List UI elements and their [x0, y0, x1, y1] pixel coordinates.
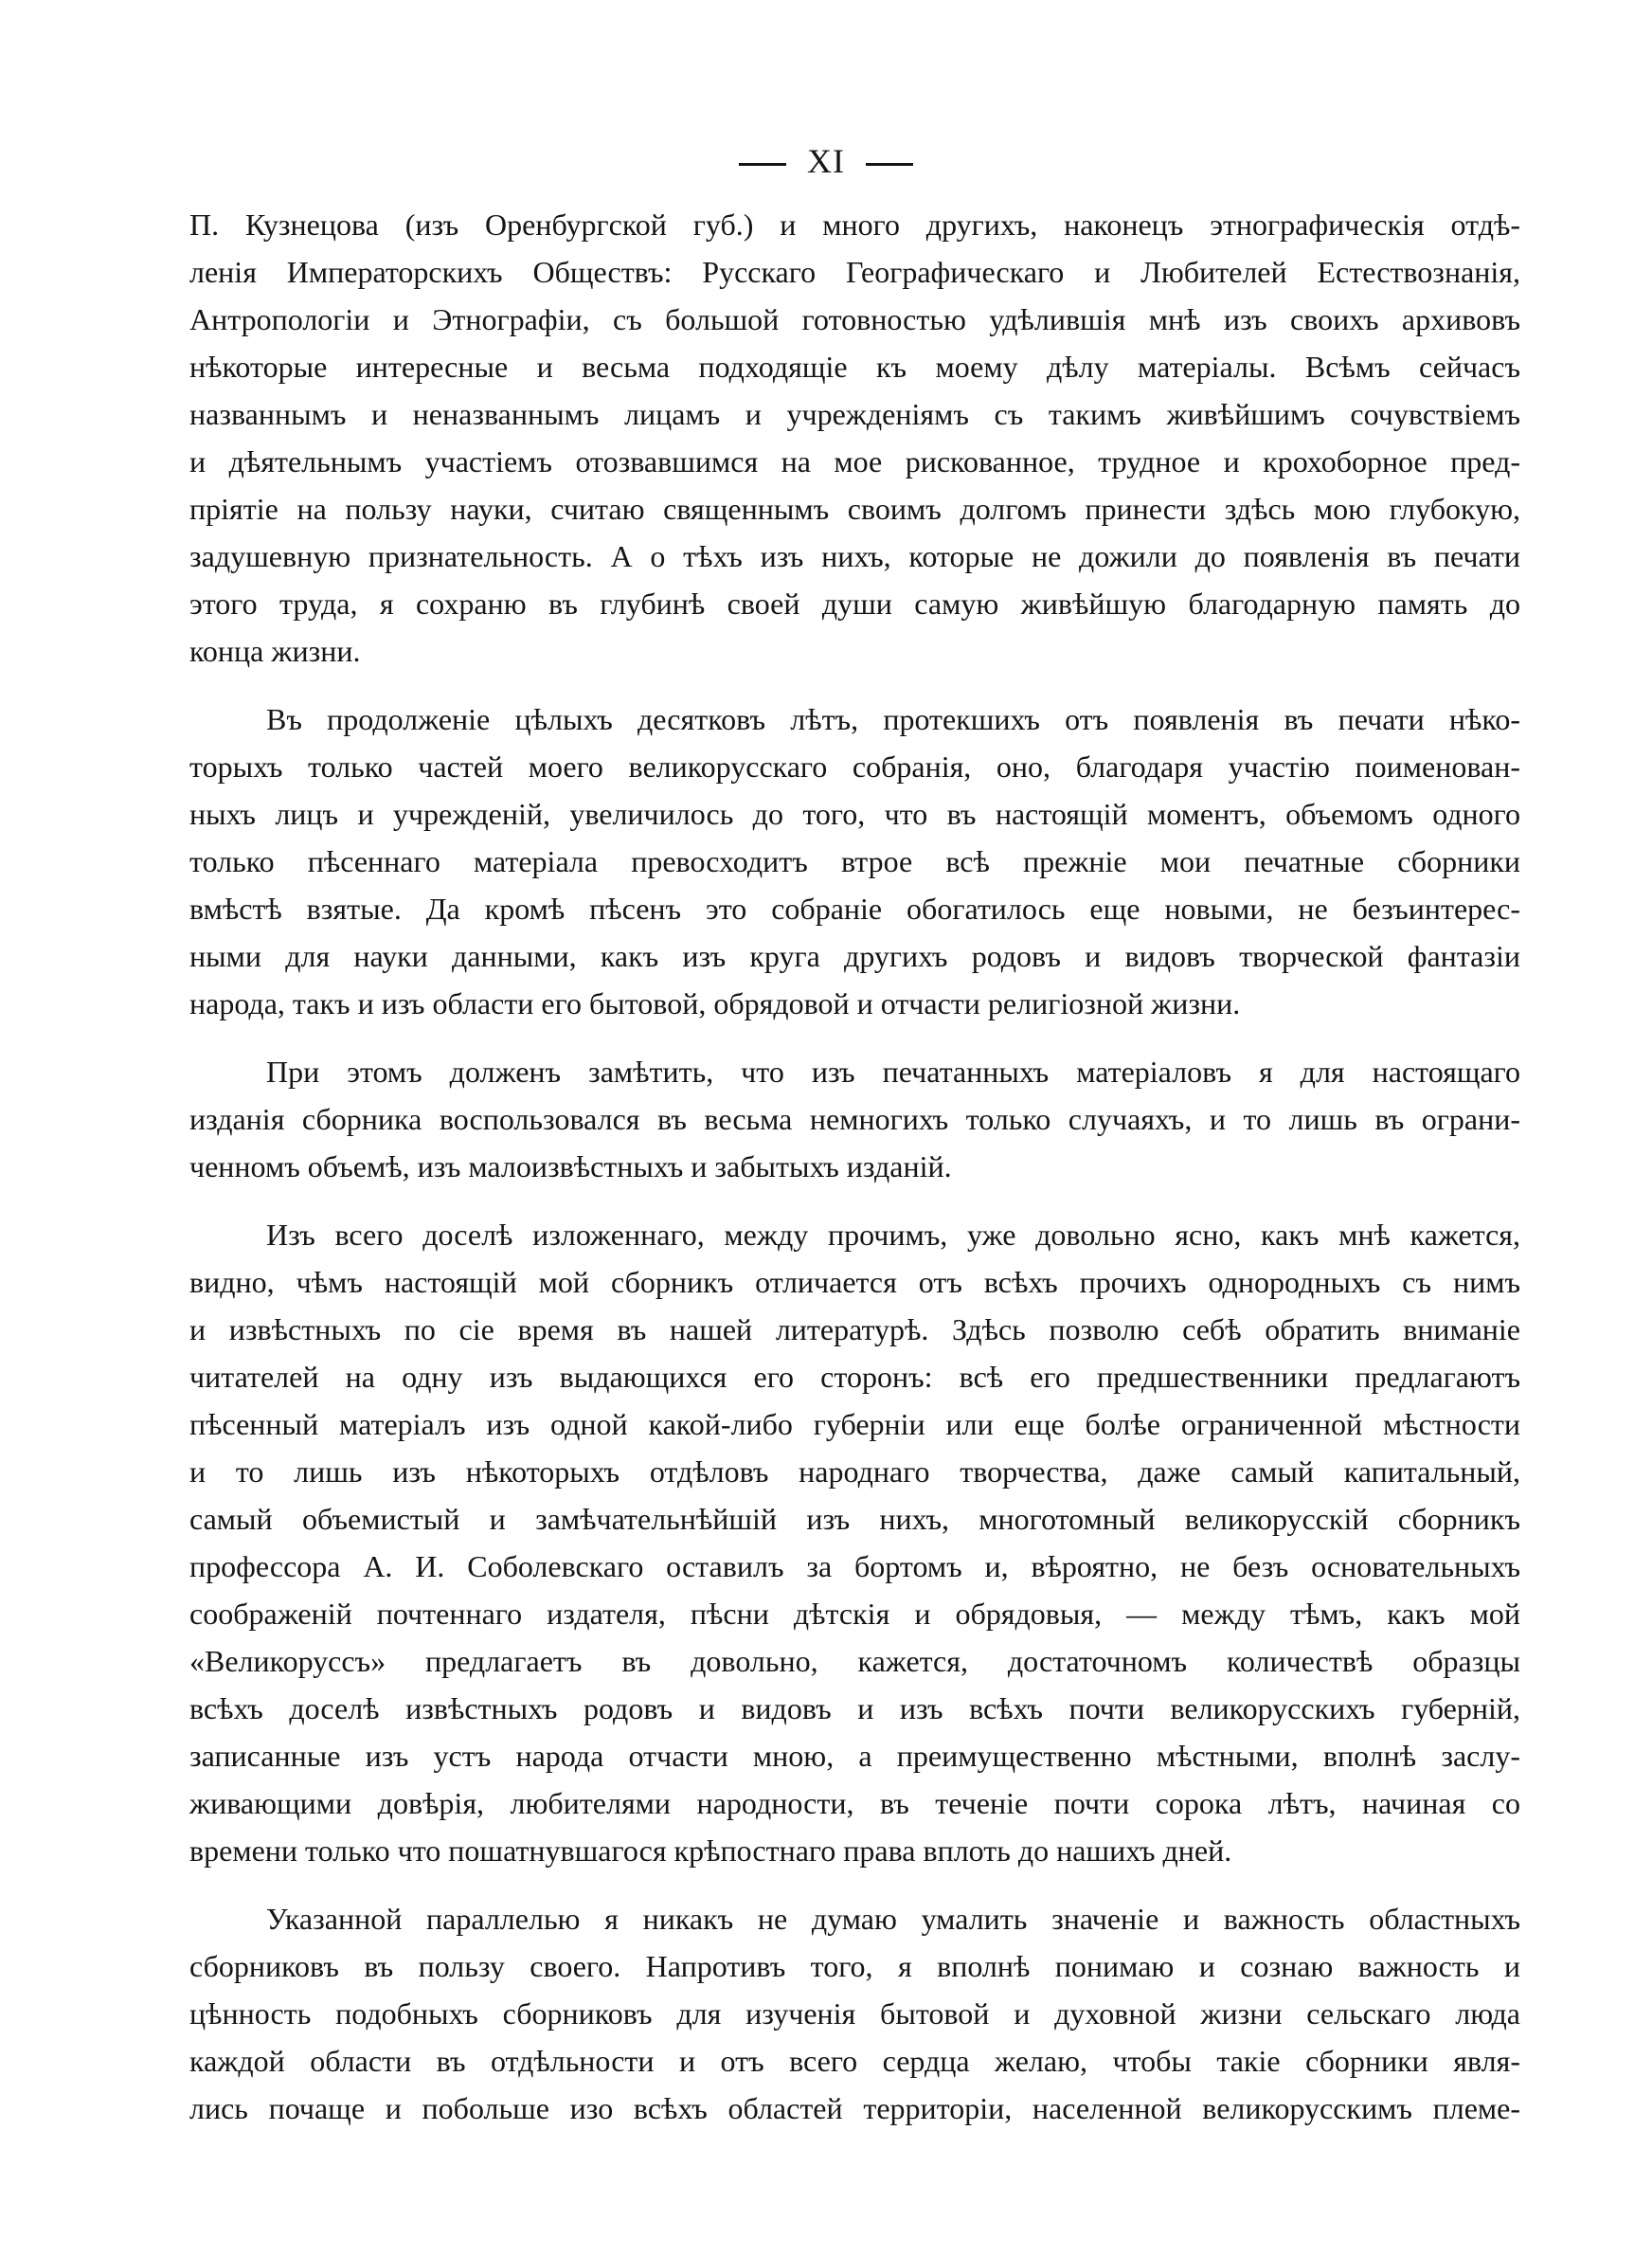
text-line: При этомъ долженъ замѣтить, что изъ печатанныхъ матеріаловъ я для настоящаго	[266, 1055, 1520, 1089]
text-line: живающими довѣрія, любителями народности, въ теченіе почти сорока лѣтъ, начиная со	[189, 1786, 1520, 1820]
text-line: лись почаще и побольше изо всѣхъ областей территоріи, населенной великорусскимъ племе-	[189, 2091, 1520, 2125]
text-line: пѣсенный матеріалъ изъ одной какой-либо губерніи или еще болѣе ограниченной мѣстности	[189, 1407, 1520, 1441]
header-dash-right	[866, 163, 913, 166]
text-line: записанные изъ устъ народа отчасти мною, а преимущественно мѣстными, вполнѣ заслу-	[189, 1739, 1520, 1773]
text-line: ченномъ объемѣ, изъ малоизвѣстныхъ и забытыхъ изданій.	[189, 1149, 952, 1183]
text-line: вмѣстѣ взятые. Да кромѣ пѣсенъ это собраніе обогатилось еще новыми, не безъинтерес-	[189, 892, 1520, 926]
text-line: Указанной параллелью я никакъ не думаю умалить значеніе и важность областныхъ	[266, 1902, 1520, 1936]
text-line: ленія Императорскихъ Обществъ: Русскаго Географическаго и Любителей Естествознанія,	[189, 255, 1520, 289]
page-number: XI	[807, 142, 845, 180]
text-line: Изъ всего доселѣ изложеннаго, между прочимъ, уже довольно ясно, какъ мнѣ кажется,	[266, 1218, 1520, 1252]
text-line: изданія сборника воспользовался въ весьма немногихъ только случаяхъ, и то лишь въ ограни-	[189, 1102, 1520, 1136]
text-line: профессора А. И. Соболевскаго оставилъ за бортомъ и, вѣроятно, не безъ основательныхъ	[189, 1549, 1520, 1583]
paragraph-1	[189, 201, 1520, 675]
text-line: видно, чѣмъ настоящій мой сборникъ отличается отъ всѣхъ прочихъ однородныхъ съ нимъ	[189, 1265, 1520, 1299]
text-line: ныхъ лицъ и учрежденій, увеличилось до того, что въ настоящій моментъ, объемомъ одного	[189, 797, 1520, 831]
text-line: Антропологіи и Этнографіи, съ большой готовностью удѣлившія мнѣ изъ своихъ архивовъ	[189, 302, 1520, 336]
text-line: соображеній почтеннаго издателя, пѣсни дѣтскія и обрядовыя, — между тѣмъ, какъ мой	[189, 1597, 1520, 1631]
header-dash-left	[739, 163, 786, 166]
text-line: сборниковъ въ пользу своего. Напротивъ того, я вполнѣ понимаю и сознаю важность и	[189, 1949, 1520, 1983]
paragraph-2	[189, 695, 1520, 1027]
text-line: и извѣстныхъ по сіе время въ нашей литературѣ. Здѣсь позволю себѣ обратить вниманіе	[189, 1312, 1520, 1346]
text-line: ными для науки данными, какъ изъ круга другихъ родовъ и видовъ творческой фантазіи	[189, 939, 1520, 973]
paragraph-4	[189, 1211, 1520, 1874]
text-line: цѣнность подобныхъ сборниковъ для изученія бытовой и духовной жизни сельскаго люда	[189, 1996, 1520, 2031]
text-line: и то лишь изъ нѣкоторыхъ отдѣловъ народнаго творчества, даже самый капитальный,	[189, 1454, 1520, 1489]
text-line: конца жизни.	[189, 634, 361, 668]
text-line: этого труда, я сохраню въ глубинѣ своей души самую живѣйшую благодарную память до	[189, 587, 1520, 621]
text-line: всѣхъ доселѣ извѣстныхъ родовъ и видовъ и изъ всѣхъ почти великорусскихъ губерній,	[189, 1691, 1520, 1725]
paragraph-3	[189, 1048, 1520, 1190]
text-line: народа, такъ и изъ области его бытовой, обрядовой и отчасти религіозной жизни.	[189, 986, 1241, 1020]
text-line: задушевную признательность. А о тѣхъ изъ нихъ, которые не дожили до появленія въ печати	[189, 539, 1520, 573]
text-line: читателей на одну изъ выдающихся его сторонъ: всѣ его предшественники предлагаютъ	[189, 1360, 1520, 1394]
text-line: нѣкоторые интересные и весьма подходящіе къ моему дѣлу матеріалы. Всѣмъ сейчасъ	[189, 350, 1520, 384]
text-line: П. Кузнецова (изъ Оренбургской губ.) и много другихъ, наконецъ этнографическія отдѣ-	[189, 208, 1520, 242]
text-body	[189, 201, 1520, 2132]
text-line: Въ продолженіе цѣлыхъ десятковъ лѣтъ, протекшихъ отъ появленія въ печати нѣко-	[266, 702, 1520, 736]
text-line: названнымъ и неназваннымъ лицамъ и учрежденіямъ съ такимъ живѣйшимъ сочувствіемъ	[189, 397, 1520, 431]
text-line: времени только что пошатнувшагося крѣпостнаго права вплоть до нашихъ дней.	[189, 1833, 1232, 1868]
text-line: каждой области въ отдѣльности и отъ всего сердца желаю, чтобы такіе сборники явля-	[189, 2044, 1520, 2078]
text-line: только пѣсеннаго матеріала превосходитъ втрое всѣ прежніе мои печатные сборники	[189, 844, 1520, 878]
text-line: самый объемистый и замѣчательнѣйшій изъ нихъ, многотомный великорусскій сборникъ	[189, 1502, 1520, 1536]
text-line: пріятіе на пользу науки, считаю священнымъ своимъ долгомъ принести здѣсь мою глубокую,	[189, 492, 1520, 526]
page-header	[0, 142, 1652, 180]
text-line: торыхъ только частей моего великорусскаго собранія, оно, благодаря участію поименован-	[189, 749, 1520, 784]
text-line: и дѣятельнымъ участіемъ отозвавшимся на мое рискованное, трудное и крохоборное пред-	[189, 444, 1520, 478]
paragraph-5	[189, 1895, 1520, 2132]
text-line: «Великоруссъ» предлагаетъ въ довольно, кажется, достаточномъ количествѣ образцы	[189, 1644, 1520, 1678]
